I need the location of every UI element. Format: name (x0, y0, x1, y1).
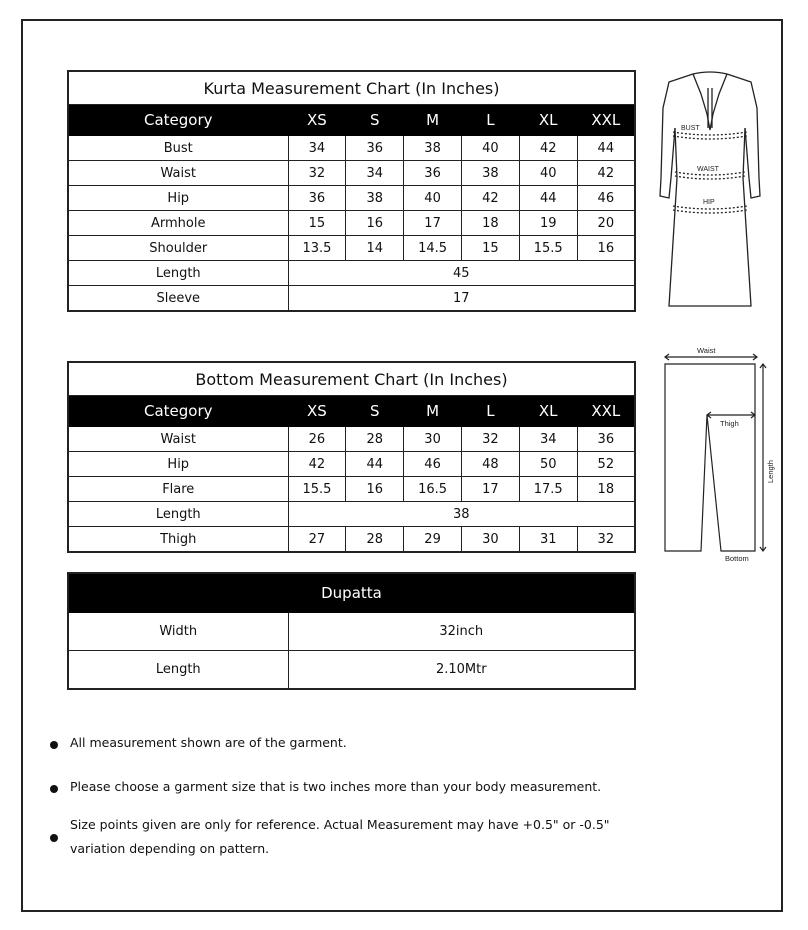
table-cell: 18 (461, 211, 519, 236)
table-cell: 31 (519, 527, 577, 553)
table-row (68, 236, 635, 261)
table-cell: 44 (519, 186, 577, 211)
table-cell: 15.5 (288, 477, 346, 502)
table-cell: 32 (577, 527, 635, 553)
table-row (68, 502, 635, 527)
table-cell: 52 (577, 452, 635, 477)
bottom-category-header: Category (68, 396, 288, 427)
table-cell: 42 (461, 186, 519, 211)
row-label: Thigh (68, 527, 288, 553)
table-cell: 40 (461, 136, 519, 161)
table-cell: 36 (346, 136, 404, 161)
kurta-diagram (655, 68, 765, 314)
kurta-size-header: XXL (577, 105, 635, 136)
row-label: Flare (68, 477, 288, 502)
table-cell: 46 (404, 452, 462, 477)
table-cell: 15 (461, 236, 519, 261)
bullet-icon (50, 785, 58, 793)
table-row (68, 261, 635, 286)
kurta-size-header: XL (519, 105, 577, 136)
table-cell: 46 (577, 186, 635, 211)
table-cell: 16 (346, 477, 404, 502)
table-cell: 44 (577, 136, 635, 161)
bullet-icon (50, 741, 58, 749)
bust-label: BUST (681, 125, 700, 132)
table-row (68, 211, 635, 236)
row-label: Bust (68, 136, 288, 161)
table-cell: 13.5 (288, 236, 346, 261)
table-cell: 30 (404, 427, 462, 452)
kurta-size-header: S (346, 105, 404, 136)
table-cell: 40 (404, 186, 462, 211)
table-cell: 16 (346, 211, 404, 236)
row-label: Sleeve (68, 286, 288, 312)
table-cell: 50 (519, 452, 577, 477)
table-cell: 17 (288, 286, 635, 312)
table-cell: 45 (288, 261, 635, 286)
table-cell: 36 (577, 427, 635, 452)
bottom-size-header: XL (519, 396, 577, 427)
note-text: All measurement shown are of the garment. (70, 735, 347, 750)
table-cell: 17 (461, 477, 519, 502)
table-row (68, 136, 635, 161)
note-text: Size points given are only for reference. Actual Measurement may have +0.5" or -0.5" (70, 817, 610, 832)
row-label: Length (68, 261, 288, 286)
table-row (68, 452, 635, 477)
table-cell: 30 (461, 527, 519, 553)
bottom-size-header: S (346, 396, 404, 427)
table-row (68, 286, 635, 312)
table-cell: 18 (577, 477, 635, 502)
table-cell: 38 (461, 161, 519, 186)
table-cell: 42 (577, 161, 635, 186)
row-label: Hip (68, 452, 288, 477)
table-cell: 36 (404, 161, 462, 186)
table-cell: 14 (346, 236, 404, 261)
table-cell: 34 (519, 427, 577, 452)
row-label: Waist (68, 427, 288, 452)
row-label: Hip (68, 186, 288, 211)
table-row (68, 651, 635, 690)
kurta-size-header: XS (288, 105, 346, 136)
row-label: Length (68, 502, 288, 527)
table-cell: 20 (577, 211, 635, 236)
table-cell: 19 (519, 211, 577, 236)
table-row (68, 613, 635, 651)
row-label: Width (68, 613, 288, 651)
table-cell: 44 (346, 452, 404, 477)
note-text: variation depending on pattern. (70, 841, 270, 856)
row-label: Shoulder (68, 236, 288, 261)
dupatta-table (67, 572, 636, 690)
table-cell: 38 (346, 186, 404, 211)
bottom-table-title: Bottom Measurement Chart (In Inches) (68, 362, 635, 396)
kurta-category-header: Category (68, 105, 288, 136)
table-cell: 34 (346, 161, 404, 186)
kurta-size-header: L (461, 105, 519, 136)
hip-label: HIP (703, 199, 715, 206)
dupatta-title: Dupatta (68, 573, 635, 613)
table-cell: 32 (461, 427, 519, 452)
table-cell: 16 (577, 236, 635, 261)
table-cell: 15 (288, 211, 346, 236)
table-cell: 40 (519, 161, 577, 186)
table-cell: 42 (288, 452, 346, 477)
row-label: Armhole (68, 211, 288, 236)
table-cell: 15.5 (519, 236, 577, 261)
thigh-label: Thigh (720, 419, 739, 428)
table-cell: 17.5 (519, 477, 577, 502)
bottom-size-header: XS (288, 396, 346, 427)
waist-label: Waist (697, 346, 716, 355)
table-row (68, 186, 635, 211)
row-label: Length (68, 651, 288, 690)
table-cell: 16.5 (404, 477, 462, 502)
table-row (68, 477, 635, 502)
table-cell: 48 (461, 452, 519, 477)
row-label: Waist (68, 161, 288, 186)
bottom-size-header: M (404, 396, 462, 427)
bullet-icon (50, 834, 58, 842)
bottom-size-header: XXL (577, 396, 635, 427)
length-label: Length (766, 460, 775, 483)
bottom-size-header: L (461, 396, 519, 427)
bottom-label: Bottom (725, 554, 749, 563)
table-row (68, 527, 635, 553)
table-cell: 32 (288, 161, 346, 186)
kurta-size-header: M (404, 105, 462, 136)
table-cell: 38 (404, 136, 462, 161)
table-cell: 32inch (288, 613, 635, 651)
bottom-diagram (655, 343, 777, 568)
table-cell: 17 (404, 211, 462, 236)
kurta-table-title: Kurta Measurement Chart (In Inches) (68, 71, 635, 105)
bottom-measurement-table (67, 361, 636, 553)
table-cell: 28 (346, 527, 404, 553)
kurta-measurement-table (67, 70, 636, 312)
table-cell: 29 (404, 527, 462, 553)
table-cell: 14.5 (404, 236, 462, 261)
table-cell: 26 (288, 427, 346, 452)
table-row (68, 427, 635, 452)
table-cell: 2.10Mtr (288, 651, 635, 690)
table-cell: 38 (288, 502, 635, 527)
table-cell: 42 (519, 136, 577, 161)
note-text: Please choose a garment size that is two inches more than your body measurement. (70, 779, 602, 794)
waist-label: WAIST (697, 166, 719, 173)
table-cell: 36 (288, 186, 346, 211)
table-cell: 34 (288, 136, 346, 161)
table-cell: 27 (288, 527, 346, 553)
table-cell: 28 (346, 427, 404, 452)
table-row (68, 161, 635, 186)
